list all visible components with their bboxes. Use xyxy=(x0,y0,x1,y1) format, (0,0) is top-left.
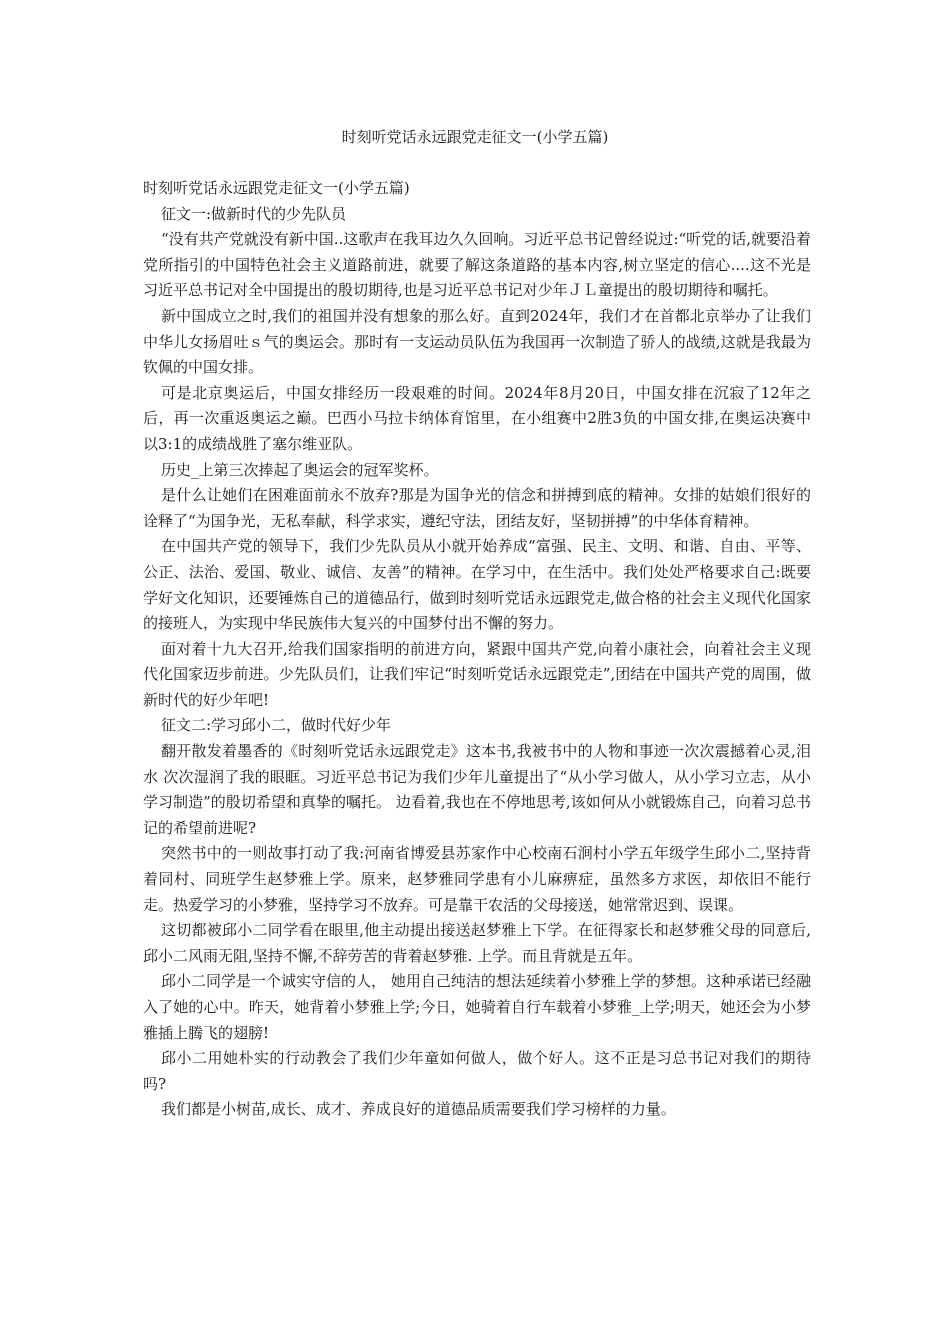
paragraph: 这切都被邱小二同学看在眼里,他主动提出接送赵梦雅上下学。在征得家长和赵梦雅父母的同意后,邱小二风雨无阻,坚持不懈,不辞劳苦的背着赵梦雅. 上学。而且背就是五年。 xyxy=(143,921,811,965)
paragraph: 可是北京奥运后，中国女排经历一段艰难的时间。2024年8月20日，中国女排在沉寂了12年之后，再一次重返奥运之巅。巴西小马拉卡纳体育馆里，在小组赛中2胜3负的中国女排,在奥运决赛中以3:1的成绩战胜了塞尔维亚队。 xyxy=(143,383,811,453)
document-body xyxy=(143,176,811,1123)
paragraph: 翻开散发着墨香的《时刻听党话永远跟党走》这本书,我被书中的人物和事迹一次次震撼着心灵,泪水 次次湿润了我的眼眶。习近平总书记为我们少年儿童提出了“从小学习做人，从小学习立志，从小学习制造”的殷切希望和真挚的嘱托。 边看着,我也在不停地思考,该如何从小就锻炼自己，向着习总书记的希望前进呢? xyxy=(143,742,811,837)
paragraph: 突然书中的一则故事打动了我:河南省博爱县苏家作中心校南石涧村小学五年级学生邱小二,坚持背着同村、同班学生赵梦雅上学。原来，赵梦雅同学患有小儿麻痹症，虽然多方求医，却依旧不能行走。热爱学习的小梦雅，坚持学习不放弃。可是靠干农活的父母接送，她常常迟到、误课。 xyxy=(143,844,811,914)
paragraph: 在中国共产党的领导下，我们少先队员从小就开始养成“富强、民主、文明、和谐、自由、平等、公正、法治、爱国、敬业、诚信、友善”的精神。在学习中，在生活中。我们处处严格要求自己:既要学好文化知识，还要锤炼自己的道德品行，做到时刻听党话永远跟党走,做合格的社会主义现代化国家的接班人，为实现中华民族伟大复兴的中国梦付出不懈的努力。 xyxy=(143,537,811,633)
paragraph: 邱小二同学是一个诚实守信的人， 她用自己纯洁的想法延续着小梦雅上学的梦想。这种承诺已经融入了她的心中。昨天，她背着小梦雅上学;今日，她骑着自行车载着小梦雅_上学;明天，她还会为小梦雅插上腾飞的翅膀! xyxy=(143,972,811,1042)
paragraph: “没有共产党就没有新中国..这歌声在我耳边久久回响。习近平总书记曾经说过:“听党的话,就要沿着党所指引的中国特色社会主义道路前进，就要了解这条道路的基本内容,树立坚定的信心....这不光是习近平总书记对全中国提出的殷切期待,也是习近平总书记对少年ＪＬ童提出的殷切期待和嘱托。 xyxy=(143,230,811,300)
paragraph: 新中国成立之时,我们的祖国并没有想象的那么好。直到2024年，我们才在首都北京举办了让我们中华儿女扬眉吐ｓ气的奥运会。那时有一支运动员队伍为我国再一次制造了骄人的战绩,这就是我最为钦佩的中国女排。 xyxy=(143,306,811,377)
paragraph: 历史_上第三次捧起了奥运会的冠军奖杯。 xyxy=(161,460,439,479)
document-title: 时刻听党话永远跟党走征文一(小学五篇) xyxy=(341,128,609,146)
paragraph: 面对着十九大召开,给我们国家指明的前进方向，紧跟中国共产党,向着小康社会，向着社会主义现代化国家迈步前进。少先队员们，让我们牢记“时刻听党话永远跟党走”,团结在中国共产党的周围，做新时代的好少年吧! xyxy=(143,639,811,709)
paragraph: 我们都是小树苗,成长、成才、养成良好的道德品质需要我们学习榜样的力量。 xyxy=(161,1100,676,1119)
essay-subheading: 征文二:学习邱小二，做时代好少年 xyxy=(161,716,392,735)
paragraph: 是什么让她们在困难面前永不放弃?那是为国争光的信念和拼搏到底的精神。女排的姑娘们很好的诠释了“为国争光，无私奉献，科学求实，遵纪守法，团结友好，坚韧拼搏”的中华体育精神。 xyxy=(143,486,811,530)
essay-subheading: 征文一:做新时代的少先队员 xyxy=(161,204,347,223)
paragraph: 邱小二用她朴实的行动教会了我们少年童如何做人，做个好人。这不正是习总书记对我们的期待吗? xyxy=(143,1049,811,1093)
article-heading: 时刻听党话永远跟党走征文一(小学五篇) xyxy=(143,179,410,197)
